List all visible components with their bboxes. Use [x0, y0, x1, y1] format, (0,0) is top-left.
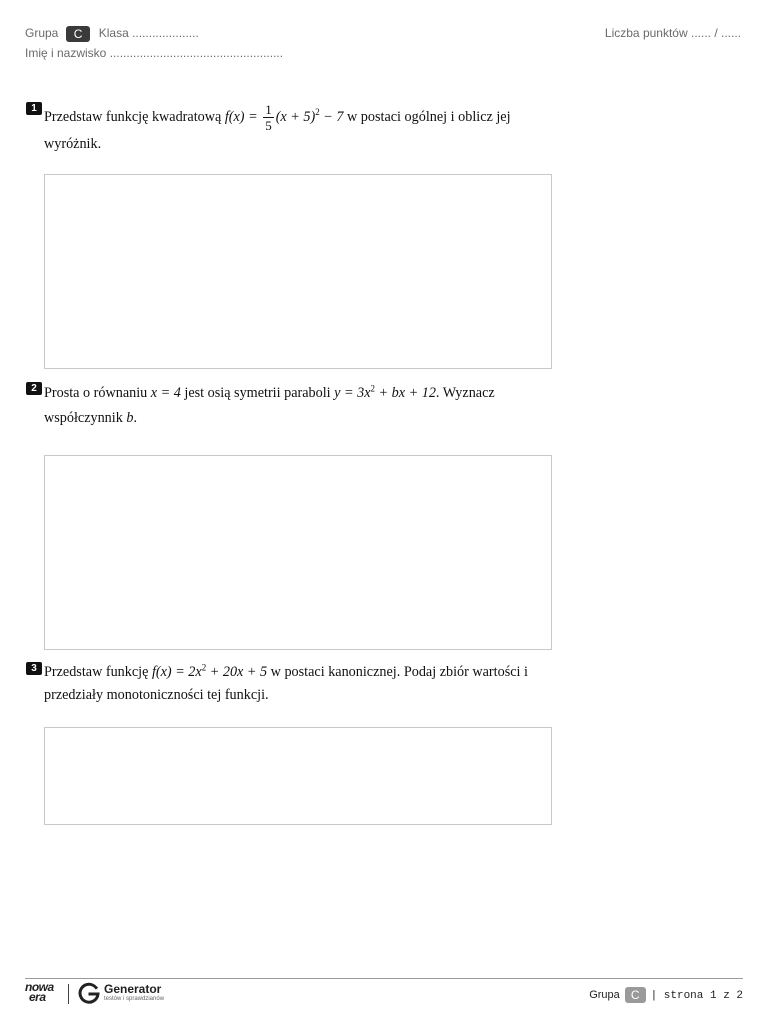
footer-group-label: Grupa — [589, 988, 620, 1001]
q2-text-part: Prosta o równaniu — [44, 385, 151, 401]
q1-frac-numerator: 1 — [265, 102, 272, 117]
q1-frac-denominator: 5 — [265, 118, 272, 133]
name-dots: .................................................... — [109, 46, 284, 60]
points-line — [605, 26, 741, 40]
q1-text-part-2: w postaci ogólnej i oblicz jej wyróżnik. — [44, 108, 511, 152]
footer-group-badge: C — [625, 987, 646, 1003]
q1-text-part: Przedstaw funkcję kwadratową — [44, 108, 225, 125]
question-number-2: 2 — [26, 382, 42, 395]
logo-nowa: nowa — [25, 980, 54, 994]
q3-math-1a: f(x) = 2x — [151, 664, 202, 680]
q2-text-part-3: . Wyznacz współczynnik — [44, 385, 495, 426]
points-label: Liczba punktów — [604, 26, 688, 40]
group-badge: C — [66, 26, 91, 42]
name-line — [25, 46, 283, 60]
logo-generator-text: Generator — [104, 982, 162, 996]
question-text-1 — [44, 103, 569, 157]
q1-math-lhs: f(x) = — [224, 108, 262, 125]
answer-box-3[interactable] — [44, 727, 552, 825]
q2-math-2a: y = 3x — [334, 385, 371, 401]
q1-fraction — [263, 103, 274, 132]
q2-math-3: b — [126, 410, 134, 426]
question-number-1: 1 — [26, 102, 42, 115]
answer-box-1[interactable] — [44, 174, 552, 369]
footer-page-text: | strona 1 z 2 — [650, 989, 743, 1002]
logo-separator — [68, 984, 69, 1004]
q3-text-part-2: w postaci kanonicznej. Podaj zbiór wartości i przedziały monotoniczności tej funkcji. — [44, 664, 528, 703]
q2-text-part-2: jest osią symetrii paraboli — [180, 385, 335, 401]
q2-text-part-4: . — [133, 410, 137, 426]
answer-box-2[interactable] — [44, 455, 552, 650]
q2-exponent: 2 — [370, 383, 375, 394]
q1-exponent: 2 — [315, 107, 320, 118]
name-label: Imię i nazwisko — [25, 46, 107, 60]
footer-page-info — [589, 987, 743, 1003]
question-text-2 — [44, 381, 569, 431]
class-dots: .................... — [132, 26, 199, 41]
q1-math-tail: − 7 — [319, 108, 344, 125]
q3-exponent: 2 — [201, 662, 207, 673]
q2-math-1: x = 4 — [150, 385, 181, 401]
footer-divider — [25, 978, 743, 979]
group-line — [25, 26, 199, 42]
q3-math-1b: + 20x + 5 — [206, 664, 268, 680]
nowa-era-logo — [25, 982, 54, 1002]
question-text-3 — [44, 661, 569, 707]
logo-era: era — [29, 990, 46, 1004]
q2-math-2b: + bx + 12 — [375, 385, 436, 401]
class-label: Klasa — [98, 26, 129, 41]
q1-math-rhs: (x + 5) — [275, 108, 316, 125]
logo-subtitle: testów i sprawdzianów — [104, 996, 165, 1002]
generator-g-icon — [77, 981, 101, 1010]
question-number-3: 3 — [26, 662, 42, 675]
q3-text-part: Przedstaw funkcję — [44, 664, 152, 680]
group-label: Grupa — [25, 26, 59, 41]
points-dots: ...... / ...... — [690, 26, 741, 40]
